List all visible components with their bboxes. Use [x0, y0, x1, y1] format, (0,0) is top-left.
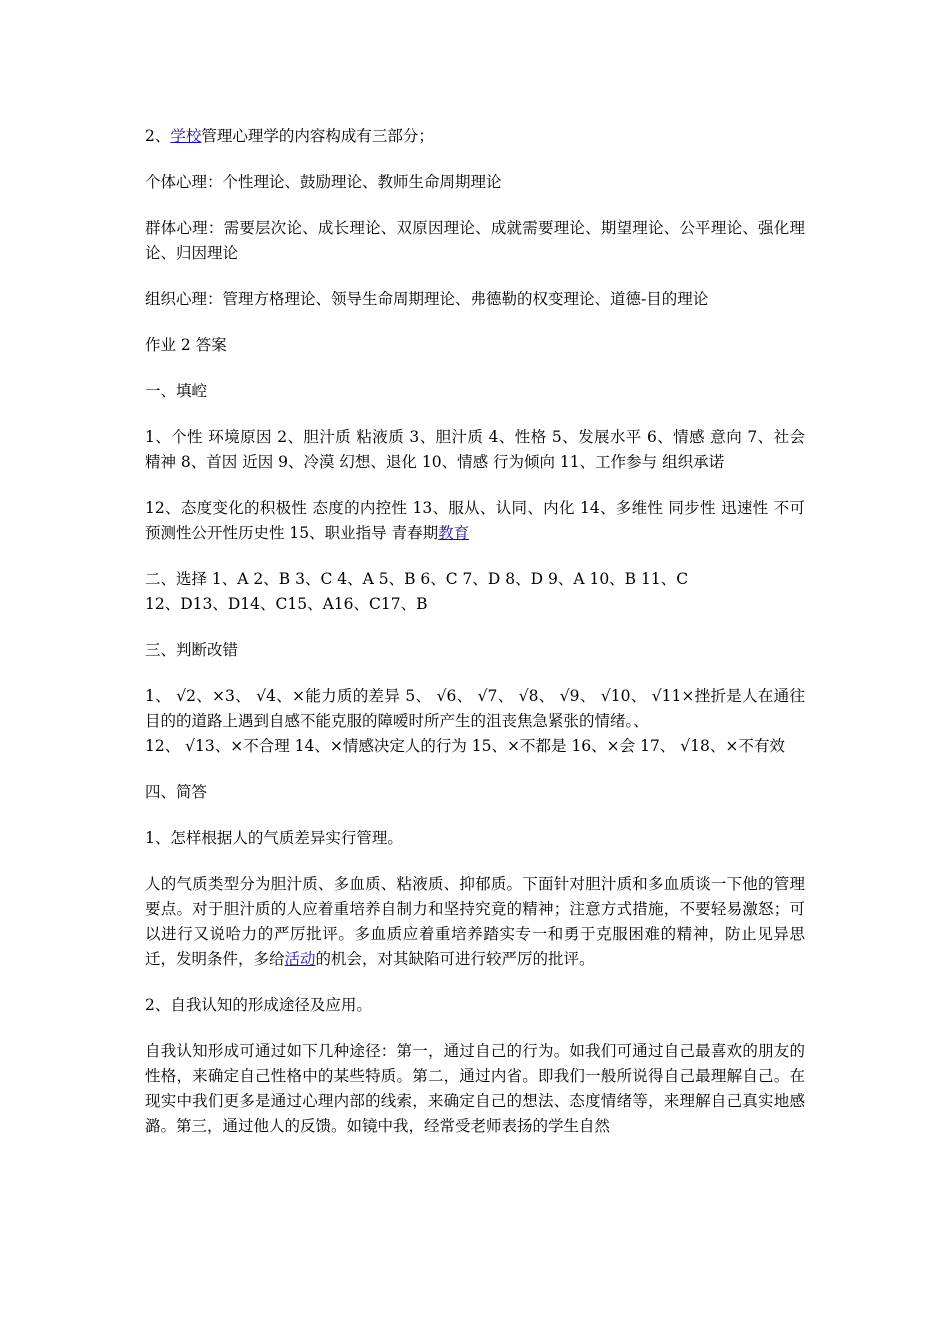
link-education[interactable]: 教育 [438, 524, 470, 542]
heading-fill-blank: 一、填崆 [145, 382, 208, 400]
paragraph-individual-psychology: 个体心理：个性理论、鼓励理论、教师生命周期理论 [145, 173, 502, 191]
choice-answers-line-2: 12、D13、D14、C15、A16、C17、B [145, 595, 428, 613]
judge-answers-part-1: 1、 √2、×3、 √4、×能力质的差异 5、 √6、 √7、 √8、 √9、 √10、 √11×挫折是人在通往目的的道路上遇到自感不能克服的障嗳时所产生的沮丧焦急紧张的情绪。、 [145, 687, 805, 730]
choice-answers-line-1: 二、选择 1、A 2、B 3、C 4、A 5、B 6、C 7、D 8、D 9、A 10、B 11、C [145, 570, 689, 588]
text-segment: 2、 [145, 127, 171, 145]
paragraph-organization-psychology: 组织心理：管理方格理论、领导生命周期理论、弗德勒的权变理论、道德-目的理论 [145, 290, 709, 308]
heading-judge-correct: 三、判断改错 [145, 641, 239, 659]
text-segment: 管理心理学的内容构成有三部分； [201, 127, 434, 145]
paragraph-self-cognition-answer: 自我认知形成可通过如下几种途径：第一，通过自己的行为。如我们可通过自己最喜欢的朋友的性格，来确定自己性格中的某些特质。第二，通过内省。即我们一般所说得自己最理解自己。在现实中我们更多是通过心理内部的线索，来确定自己的想法、态度情绪等，来理解自己真实地感潞。第三，通过他人的反馈。如镜中我，经常受老师表扬的学生自然 [145, 1042, 805, 1135]
paragraph-group-psychology: 群体心理：需要层次论、成长理论、双原因理论、成就需要理论、期望理论、公平理论、强化理论、归因理论 [145, 219, 805, 262]
link-school[interactable]: 学校 [170, 127, 202, 145]
paragraph-choice-answers [145, 567, 805, 617]
question-temperament-management: 1、怎样根据人的气质差异实行管理。 [145, 829, 403, 847]
text-segment: 的机会，对其缺陷可进行较严厉的批评。 [315, 950, 595, 968]
paragraph-school-psychology-parts [145, 124, 805, 149]
link-activity[interactable]: 活动 [284, 950, 316, 968]
text-segment: 12、态度变化的积极性 态度的内控性 13、服从、认同、内化 14、多维性 同步性 迅速性 不可预测性公开性历史性 15、职业指导 青春期 [145, 499, 805, 542]
document-page [145, 124, 805, 1160]
heading-short-answer: 四、简答 [145, 783, 208, 801]
paragraph-temperament-answer [145, 872, 805, 972]
judge-answers-part-2: 12、 √13、×不合理 14、×情感决定人的行为 15、×不都是 16、×会 17、 √18、×不有效 [145, 737, 785, 755]
paragraph-judge-answers [145, 684, 805, 759]
question-self-cognition: 2、自我认知的形成途径及应用。 [145, 996, 372, 1014]
heading-homework-2-answers: 作业 2 答案 [145, 336, 227, 354]
text-segment: 人的气质类型分为胆汁质、多血质、粘液质、抑郁质。下面针对胆汁质和多血质谈一下他的管理要点。对于胆汁质的人应着重培养自制力和坚持究竟的精神；注意方式措施，不要轻易激怒；可以进行又说哈力的严厉批评。多血质应着重培养踏实专一和勇于克服困难的精神，防止见异思迁，发明条件，多给 [145, 875, 805, 968]
paragraph-fill-blank-answers-2 [145, 496, 805, 546]
paragraph-fill-blank-answers-1: 1、个性 环境原因 2、胆汁质 粘液质 3、胆汁质 4、性格 5、发展水平 6、情感 意向 7、社会 精神 8、首因 近因 9、冷漠 幻想、退化 10、情感 行为倾向 11、工作参与 组织承诺 [145, 428, 805, 471]
